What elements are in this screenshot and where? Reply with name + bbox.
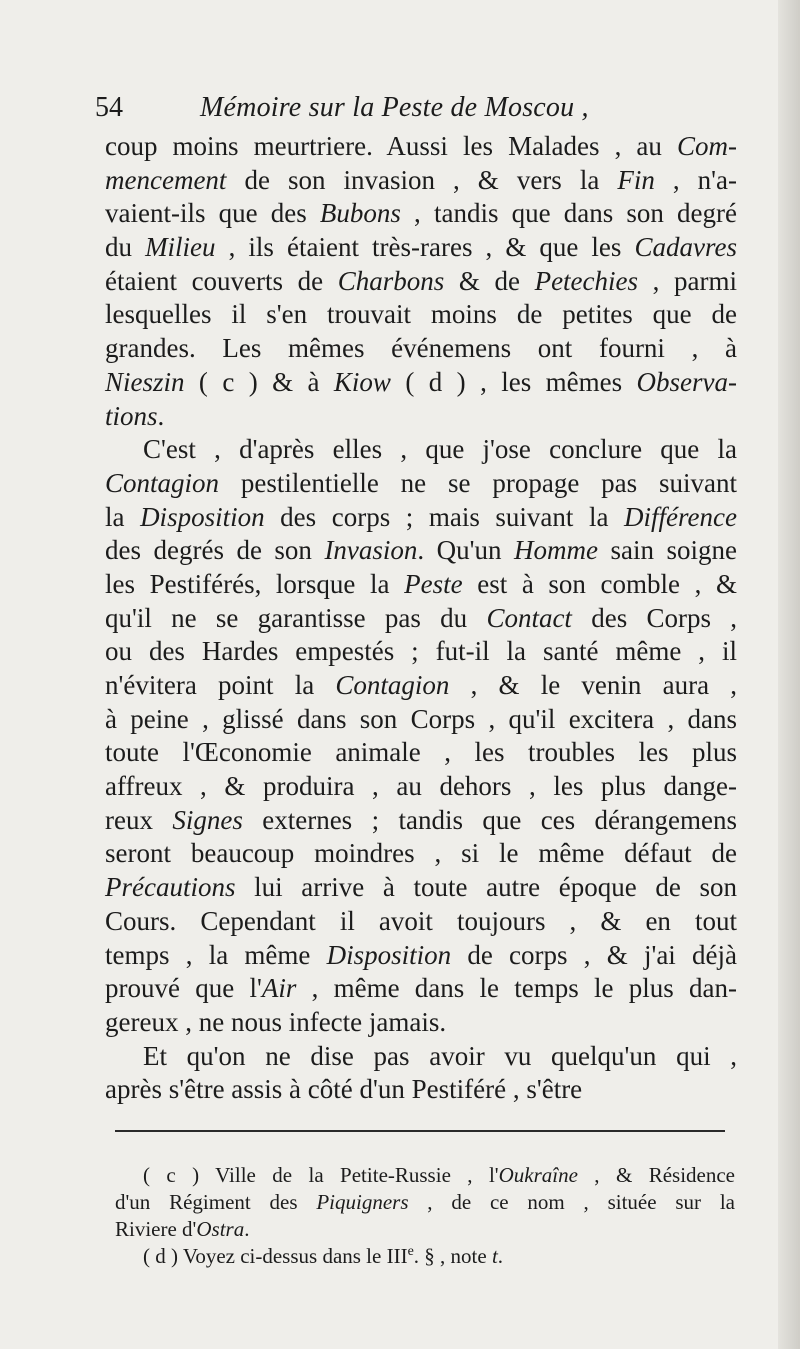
page-edge-shadow xyxy=(778,0,800,1349)
text-run: Et qu'on ne dise pas avoir vu quelqu'un qui , xyxy=(143,1040,737,1071)
text-run: pestilentielle ne se propage pas suivant xyxy=(219,467,737,498)
text-run: ( d ) , les mêmes xyxy=(390,366,637,397)
text-run: temps , la même xyxy=(105,939,327,970)
text-line xyxy=(105,905,737,939)
italic-term: Milieu xyxy=(145,232,216,263)
footnote-rule xyxy=(115,1130,725,1132)
italic-term: Oukraîne xyxy=(498,1163,578,1187)
italic-term: Disposition xyxy=(326,939,452,970)
text-run: seront beaucoup moindres , si le même défaut de xyxy=(105,838,737,869)
text-block xyxy=(95,86,738,1107)
text-line xyxy=(105,602,737,636)
italic-term: Petechies xyxy=(534,265,639,296)
text-run: e xyxy=(407,1244,414,1259)
text-run: qu'il ne se garantisse pas du xyxy=(105,602,487,633)
footnote-line xyxy=(115,1189,735,1216)
italic-term: Contact xyxy=(486,602,572,633)
text-run: , même dans le temps le plus dan- xyxy=(296,973,737,1004)
text-run: ( c ) & à xyxy=(184,366,334,397)
text-line xyxy=(105,265,737,299)
italic-term: Com- xyxy=(677,131,737,161)
text-run: , de ce nom , située sur la xyxy=(408,1190,735,1214)
italic-term: t xyxy=(491,1244,498,1268)
text-line xyxy=(105,568,737,602)
footnote-line xyxy=(115,1162,735,1189)
italic-term: Contagion xyxy=(335,670,450,700)
text-run: ou des Hardes empestés ; fut-il la santé même , il xyxy=(105,636,737,667)
italic-term: Fin xyxy=(617,164,655,195)
italic-term: Bubons xyxy=(319,198,401,229)
text-line xyxy=(105,534,737,568)
text-run: toute l'Œconomie animale , les troubles les plus xyxy=(105,737,737,768)
text-line xyxy=(105,501,737,535)
text-line xyxy=(105,298,737,332)
text-line xyxy=(105,871,737,905)
text-run: , & le venin aura , xyxy=(449,670,737,700)
text-line xyxy=(105,1006,737,1040)
text-line xyxy=(105,635,737,669)
text-line xyxy=(105,366,737,400)
text-run: reux xyxy=(105,804,173,835)
text-line xyxy=(105,197,737,231)
italic-term: Signes xyxy=(172,804,243,835)
text-run: . xyxy=(244,1217,250,1241)
text-run: sain soigne xyxy=(598,535,737,566)
italic-term: Disposition xyxy=(140,501,265,532)
running-head xyxy=(95,86,737,130)
text-run: gereux , ne nous infecte jamais. xyxy=(105,1006,447,1037)
text-run: . § , note xyxy=(413,1244,492,1268)
text-run: & de xyxy=(444,265,535,296)
text-line xyxy=(105,703,737,737)
text-run: étaient couverts de xyxy=(105,265,338,296)
body-text xyxy=(105,130,737,1107)
text-run: , tandis que dans son degré xyxy=(400,198,737,229)
footnote-line xyxy=(115,1243,735,1270)
text-run: des corps ; mais suivant la xyxy=(264,501,625,532)
text-line xyxy=(105,972,737,1006)
footnotes xyxy=(115,1162,735,1270)
text-run: . xyxy=(157,400,165,431)
text-run: de corps , & j'ai déjà xyxy=(451,939,737,970)
text-line xyxy=(105,332,737,366)
text-line xyxy=(105,400,737,434)
text-run: prouvé que l' xyxy=(105,973,262,1004)
text-run: externes ; tandis que ces dérangemens xyxy=(242,804,737,835)
italic-term: Précautions xyxy=(105,872,236,903)
text-run: du xyxy=(105,232,146,263)
italic-term: Homme xyxy=(514,535,599,566)
footnote-line xyxy=(115,1216,735,1243)
text-run: , ils étaient très-rares , & que les xyxy=(215,232,635,263)
text-run: après s'être assis à côté d'un Pestiféré , s'être xyxy=(105,1074,583,1105)
italic-term: mencement xyxy=(105,164,227,195)
text-line xyxy=(105,736,737,770)
text-run: , & Résidence xyxy=(577,1163,736,1187)
text-run: affreux , & produira , au dehors , les plus dange- xyxy=(105,771,737,802)
italic-term: Ostra xyxy=(196,1217,245,1241)
text-line xyxy=(105,770,737,804)
text-run: est à son comble , & xyxy=(462,568,737,599)
text-line xyxy=(105,837,737,871)
text-run: , n'a- xyxy=(654,164,737,195)
text-line xyxy=(105,669,737,703)
text-line xyxy=(105,804,737,838)
text-line xyxy=(105,164,737,198)
text-line xyxy=(105,130,737,164)
text-run: lesquelles il s'en trouvait moins de petites que de xyxy=(105,299,737,330)
italic-term: Nieszin xyxy=(105,366,185,397)
italic-term: Peste xyxy=(404,568,463,599)
text-line xyxy=(105,433,737,467)
text-run: , parmi xyxy=(638,265,737,296)
text-line xyxy=(105,939,737,973)
italic-term: Différence xyxy=(624,501,737,532)
italic-term: tions xyxy=(105,400,158,431)
text-run: vaient-ils que des xyxy=(105,198,320,229)
text-line xyxy=(105,467,737,501)
italic-term: Cadavres xyxy=(634,232,737,263)
running-title: Mémoire sur la Peste de Moscou , xyxy=(200,92,589,123)
italic-term: Observa- xyxy=(636,366,738,397)
italic-term: Contagion xyxy=(105,467,220,498)
text-line xyxy=(105,1040,737,1074)
italic-term: Charbons xyxy=(337,265,445,296)
text-line xyxy=(105,231,737,265)
text-run: les Pestiférés, lorsque la xyxy=(105,568,405,599)
text-run: d'un Régiment des xyxy=(115,1190,317,1214)
italic-term: Kiow xyxy=(333,366,391,397)
text-run: la xyxy=(105,501,141,532)
text-run: ( d ) Voyez ci-dessus dans le III xyxy=(143,1244,408,1268)
text-line xyxy=(105,1073,737,1107)
italic-term: Invasion xyxy=(324,535,418,566)
text-run: Riviere d' xyxy=(115,1217,197,1241)
italic-term: Air xyxy=(261,973,297,1004)
text-run: Cours. Cependant il avoit toujours , & en tout xyxy=(105,905,737,936)
text-run: lui arrive à toute autre époque de son xyxy=(235,872,737,903)
text-run: des Corps , xyxy=(571,602,738,633)
text-run: ( c ) Ville de la Petite-Russie , l' xyxy=(143,1163,499,1187)
italic-term: Piquigners xyxy=(316,1190,409,1214)
text-run: grandes. Les mêmes événemens ont fourni , à xyxy=(105,333,737,364)
page-number: 54 xyxy=(95,92,123,123)
text-run: . xyxy=(497,1244,504,1268)
text-run: n'évitera point la xyxy=(105,670,336,700)
text-run: à peine , glissé dans son Corps , qu'il excitera , dans xyxy=(105,703,737,734)
text-run: coup moins meurtriere. Aussi les Malades , au xyxy=(105,131,677,161)
text-run: de son invasion , & vers la xyxy=(226,164,618,195)
text-run: des degrés de son xyxy=(105,535,325,566)
text-run: C'est , d'après elles , que j'ose conclure que la xyxy=(143,434,737,465)
text-run: . Qu'un xyxy=(417,535,515,566)
